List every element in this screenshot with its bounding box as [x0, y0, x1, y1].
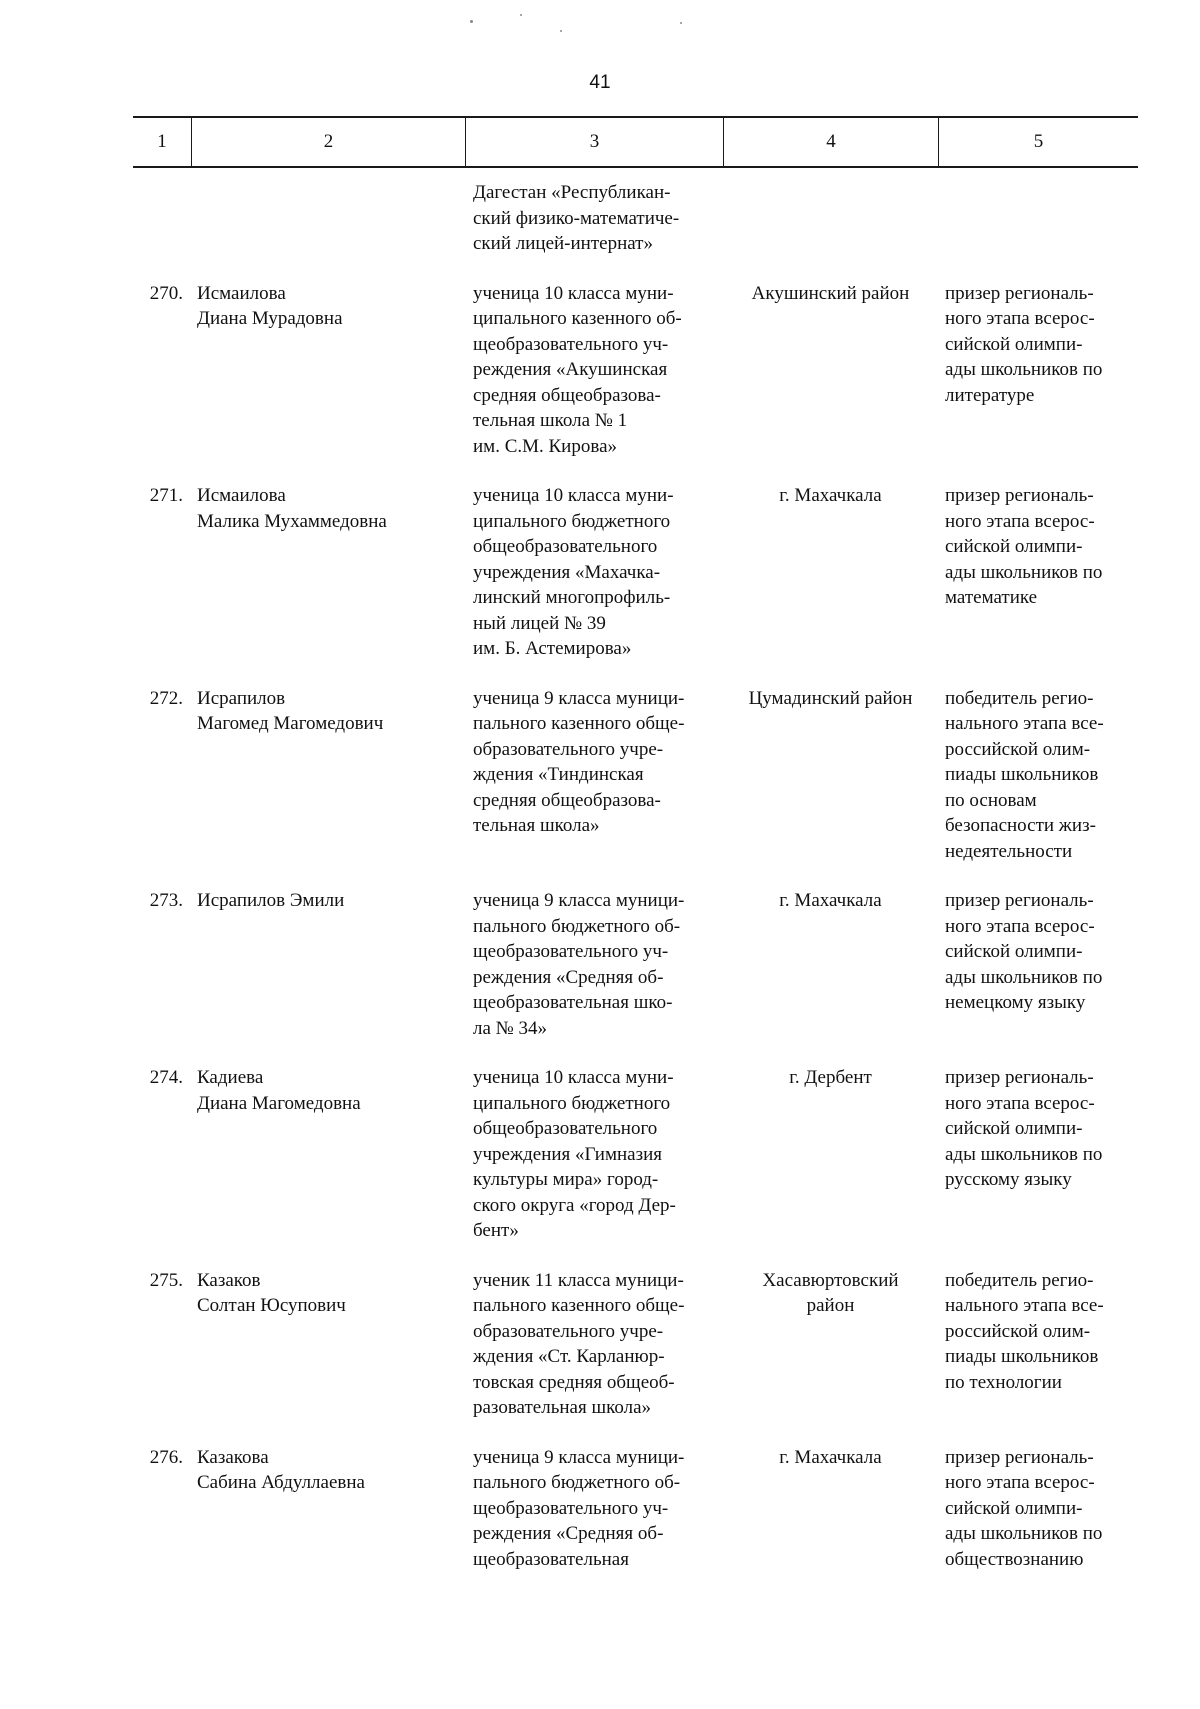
award: призер региональ- ного этапа всерос- сийской олимпи- ады школьников по литературе: [945, 282, 1103, 406]
scan-speck: [520, 14, 522, 16]
table-row: [133, 1268, 1138, 1421]
awardees-table: [133, 116, 1138, 1572]
table-row: [133, 686, 1138, 865]
person-name: Казакова Сабина Абдуллаевна: [197, 1446, 365, 1493]
table-row: [133, 180, 1138, 257]
locality: г. Махачкала: [779, 890, 882, 911]
row-number: 276.: [149, 1446, 183, 1468]
locality: Цумадинский район: [748, 687, 913, 709]
row-number: 275.: [149, 1269, 183, 1291]
person-name: Исрапилов Магомед Магомедович: [197, 687, 384, 734]
table-header: [133, 116, 1138, 168]
locality: [723, 180, 938, 257]
institution: ученица 9 класса муници- пального бюджетного об- щеобразовательного уч- реждения «Средняя об- щеобразовательная шко- ла № 34»: [473, 890, 685, 1039]
award: призер региональ- ного этапа всерос- сийской олимпи- ады школьников по математике: [945, 485, 1103, 608]
row-number: 274.: [149, 1067, 183, 1088]
page-number: 41: [589, 72, 611, 93]
table-body: [133, 180, 1138, 1572]
table-row: [133, 1065, 1138, 1244]
award: призер региональ- ного этапа всерос- сийской олимпи- ады школьников по русскому языку: [945, 1067, 1103, 1190]
header-col-4: 4: [723, 118, 938, 166]
institution: ученица 9 класса муници- пального казенного обще- образовательного учре- ждения «Тиндинская средняя общеобразова- тельная школа»: [473, 687, 685, 836]
locality: Акушинский район: [751, 282, 910, 304]
table-row: [133, 281, 1138, 460]
award: победитель регио- нального этапа все- российской олим- пиады школьников по основам безопасности жиз- недеятельности: [945, 687, 1104, 862]
person-name: Исмаилова Малика Мухаммедовна: [197, 485, 387, 532]
header-col-1: 1: [157, 131, 167, 152]
table-row: [133, 483, 1138, 662]
header-col-5: 5: [938, 118, 1138, 166]
award: призер региональ- ного этапа всерос- сийской олимпи- ады школьников по немецкому языку: [945, 890, 1103, 1013]
header-col-2: 2: [191, 118, 465, 166]
row-number: 271.: [149, 485, 183, 506]
institution: ученик 11 класса муници- пального казенного обще- образовательного учре- ждения «Ст. Карланюр- товская средняя общеоб- разовательная школа»: [473, 1269, 685, 1418]
institution: ученица 10 класса муни- ципального казенного об- щеобразовательного уч- реждения «Акушинская средняя общеобразова- тельная школа № 1 им. С.М. Кирова»: [473, 282, 682, 457]
institution: ученица 10 класса муни- ципального бюджетного общеобразовательного учреждения «Гимназия культуры мира» город- ского округа «город Дер- бент»: [473, 1067, 676, 1241]
scan-speck: [470, 20, 473, 23]
person-name: [191, 180, 465, 257]
table-row: [133, 888, 1138, 1041]
institution: ученица 10 класса муни- ципального бюджетного общеобразовательного учреждения «Махачка- линский многопрофиль- ный лицей № 39 им. Б. Астемирова»: [473, 485, 674, 659]
award: [938, 180, 1138, 257]
row-number: [133, 180, 191, 257]
award: победитель регио- нального этапа все- российской олим- пиады школьников по технологии: [945, 1269, 1104, 1393]
scan-speck: [680, 22, 682, 24]
person-name: Казаков Солтан Юсупович: [197, 1269, 346, 1316]
header-col-3: 3: [465, 118, 723, 166]
table-row: [133, 1445, 1138, 1573]
person-name: Кадиева Диана Магомедовна: [197, 1067, 361, 1114]
locality: г. Махачкала: [779, 485, 882, 506]
institution: Дагестан «Республикан- ский физико-математиче- ский лицей-интернат»: [473, 182, 680, 254]
locality: Хасавюртовский район: [762, 1269, 899, 1316]
institution: ученица 9 класса муници- пального бюджетного об- щеобразовательного уч- реждения «Средняя об- щеобразовательная: [473, 1446, 685, 1570]
scan-speck: [560, 30, 562, 32]
locality: г. Махачкала: [779, 1446, 882, 1468]
award: призер региональ- ного этапа всерос- сийской олимпи- ады школьников по обществознанию: [945, 1446, 1103, 1570]
locality: г. Дербент: [789, 1067, 872, 1088]
row-number: 273.: [149, 890, 183, 911]
person-name: Исмаилова Диана Мурадовна: [197, 282, 343, 329]
row-number: 272.: [149, 687, 183, 709]
person-name: Исрапилов Эмили: [197, 890, 345, 911]
row-number: 270.: [149, 282, 183, 304]
